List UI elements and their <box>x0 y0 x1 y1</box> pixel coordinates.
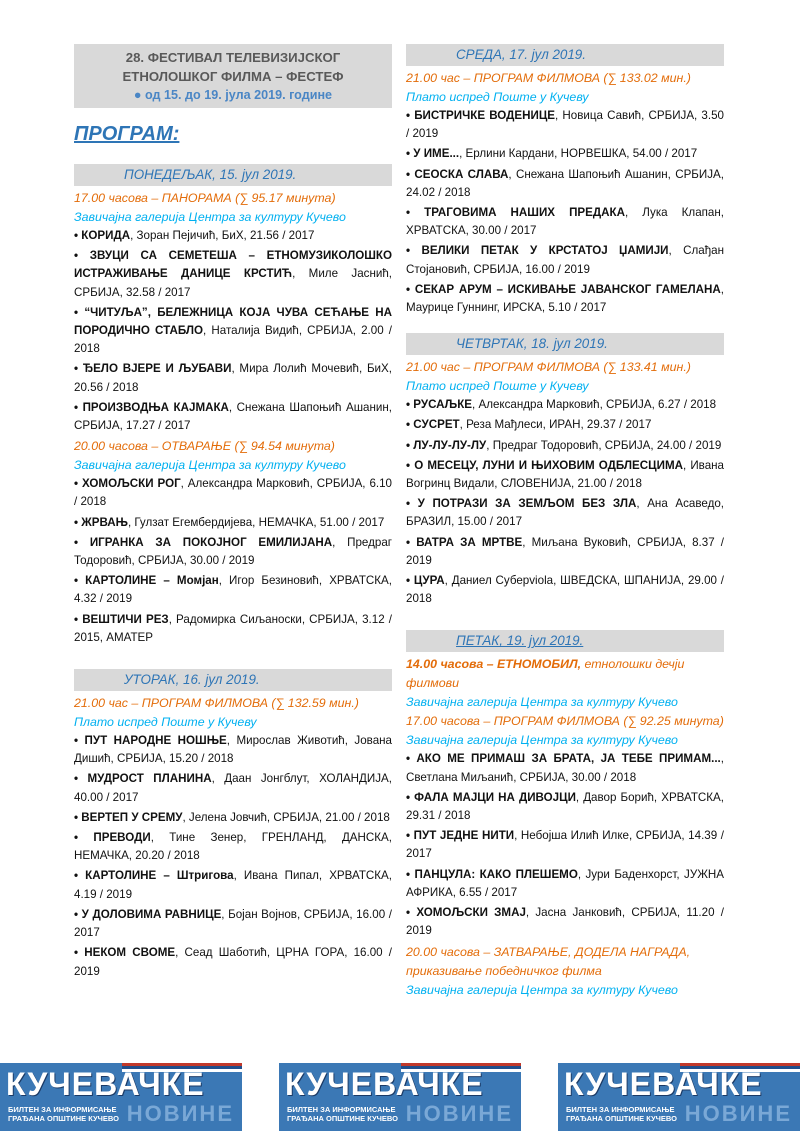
film-item <box>406 866 724 902</box>
film-title: КАРТОЛИНЕ – Момјан <box>85 574 219 588</box>
film-details: , Ивана Пипал, ХРВАТСКА, 4.19 / 2019 <box>74 869 393 901</box>
film-title: ВЕРТЕП У СРЕМУ <box>81 810 183 824</box>
film-item <box>74 829 392 865</box>
logo-subtitle-line2: ГРАЂАНА ОПШТИНЕ КУЧЕВО <box>566 1114 677 1123</box>
film-item <box>74 475 392 511</box>
bullet: • <box>406 109 415 122</box>
film-title: ПУТ НАРОДНЕ НОШЊЕ <box>84 734 227 748</box>
film-title: СЕКАР АРУМ – ИСКИВАЊЕ ЈАВАНСКОГ ГАМЕЛАНА <box>414 282 721 296</box>
film-details: , Јури Баденхорст, ЈУЖНА АФРИКА, 6.55 / 2017 <box>406 867 725 899</box>
bullet: • <box>406 282 415 296</box>
session-time <box>406 655 724 693</box>
session-venue: Плато испред Поште у Кучеву <box>406 379 589 394</box>
film-details: , Александра Марковић, СРБИЈА, 6.27 / 2018 <box>472 398 717 412</box>
film-item <box>74 304 392 359</box>
film-item <box>74 732 392 768</box>
film-item <box>406 416 724 434</box>
film-details: , Ана Асаведо, БРАЗИЛ, 15.00 / 2017 <box>406 497 725 529</box>
film-title: КАРТОЛИНЕ – Штригова <box>85 869 234 883</box>
film-item <box>406 145 724 163</box>
film-item <box>74 534 392 570</box>
logo-subtitle <box>8 1105 119 1123</box>
bullet: • <box>74 734 85 748</box>
film-details: , Миљана Вуковић, СРБИЈА, 8.37 / 2019 <box>406 535 724 567</box>
film-details: , Даниел Суберviola, ШВЕДСКА, ШПАНИЈА, 29.00 / 2018 <box>406 574 725 606</box>
session-venue: Завичајна галерија Центра за културу Кучево <box>406 982 678 997</box>
film-details: , Снежана Шапоњић Ашанин, СРБИЈА, 24.02 / 2018 <box>406 167 724 199</box>
film-item <box>406 572 724 608</box>
logo-subtitle-line2: ГРАЂАНА ОПШТИНЕ КУЧЕВО <box>8 1114 119 1123</box>
film-title: СЕОСКА СЛАВА <box>414 167 509 181</box>
logo-subtitle <box>566 1105 677 1123</box>
festival-title-line1: 28. ФЕСТИВАЛ ТЕЛЕВИЗИЈСКОГ <box>125 50 341 65</box>
film-details: , Наталија Видић, СРБИЈА, 2.00 / 2018 <box>74 324 392 356</box>
session-time-main: 14.00 часова – ЕТНОМОБИЛ, <box>406 657 582 672</box>
film-title: ЂЕЛО ВЈЕРЕ И ЉУБАВИ <box>82 362 232 376</box>
film-title: ХОМОЉСКИ ЗМАЈ <box>416 906 526 920</box>
film-details: , Новица Савић, СРБИЈА, 3.50 / 2019 <box>406 109 724 141</box>
film-details: , Предраг Тодоровић, СРБИЈА, 24.00 / 2019 <box>486 438 722 452</box>
bullet: • <box>74 305 85 319</box>
program-heading: ПРОГРАМ: <box>74 123 180 145</box>
bullet: • <box>406 752 417 766</box>
film-details: , Снежана Шапоњић Ашанин, СРБИЈА, 17.27 / 2017 <box>74 400 392 433</box>
logo-subtitle-line1: БИЛТЕН ЗА ИНФОРМИСАЊЕ <box>8 1105 117 1114</box>
bullet: • <box>74 249 90 263</box>
session-time: 17.00 часова – ПАНОРАМА (∑ 95.17 минута) <box>74 191 336 205</box>
film-details: , Ивана Вогринц Видали, СЛОВЕНИЈА, 21.00 / 2018 <box>406 458 725 491</box>
film-list <box>406 750 724 940</box>
bullet: • <box>74 477 82 491</box>
bullet: • <box>406 206 425 220</box>
film-title: “ЧИТУЉА”, БЕЛЕЖНИЦА КОЈА ЧУВА СЕЋАЊЕ НА ПОРОДИЧНО СТАБЛО <box>74 305 392 338</box>
film-title: О МЕСЕЦУ, ЛУНИ И ЊИХОВИМ ОДБЛЕСЦИМА <box>414 458 683 472</box>
bullet: • <box>74 869 86 883</box>
session-time: 17.00 часова – ПРОГРАМ ФИЛМОВА (∑ 92.25 минута) <box>406 714 724 729</box>
logo-title: КУЧЕВАЧКЕ <box>6 1066 205 1102</box>
film-title: ПРОИЗВОДЊА КАЈМАКА <box>82 400 229 414</box>
bullet: • <box>74 831 94 845</box>
festival-dates: ● од 15. до 19. јула 2019. године <box>133 88 333 102</box>
film-details: , Игор Безиновић, ХРВАТСКА, 4.32 / 2019 <box>74 574 392 606</box>
day-header-friday: ПЕТАК, 19. јул 2019. <box>406 630 724 652</box>
film-title: ТРАГОВИМА НАШИХ ПРЕДАКА <box>424 206 625 220</box>
day-header-wednesday: СРЕДА, 17. јул 2019. <box>406 44 724 66</box>
logo-title: КУЧЕВАЧКЕ <box>285 1066 484 1102</box>
film-details: , Предраг Тодоровић, СРБИЈА, 30.00 / 2019 <box>74 535 393 568</box>
session-venue: Завичајна галерија Центра за културу Кучево <box>406 733 678 748</box>
film-details: , Мирослав Животић, Јована Дишић, СРБИЈА, 15.20 / 2018 <box>74 734 393 766</box>
bullet: • <box>406 497 418 511</box>
newspaper-logo <box>0 1063 242 1131</box>
film-title: СУСРЕТ <box>413 418 460 432</box>
bullet: • <box>74 574 86 588</box>
film-title: МУДРОСТ ПЛАНИНА <box>87 772 212 786</box>
session-time: 21.00 час – ПРОГРАМ ФИЛМОВА (∑ 133.41 мин.) <box>406 360 691 375</box>
bullet: • <box>406 867 415 881</box>
film-details: , Јелена Јовчић, СРБИЈА, 21.00 / 2018 <box>182 810 390 824</box>
bullet: • <box>74 229 82 242</box>
right-column <box>406 44 724 1000</box>
film-item <box>406 242 724 278</box>
film-title: ПУТ ЈЕДНЕ НИТИ <box>413 829 515 843</box>
film-item <box>406 396 724 414</box>
film-details: , Миле Јаснић, СРБИЈА, 32.58 / 2017 <box>74 267 392 299</box>
film-item <box>74 809 392 827</box>
bullet: • <box>406 790 415 804</box>
bullet: • <box>406 438 414 452</box>
logo-subtitle-line1: БИЛТЕН ЗА ИНФОРМИСАЊЕ <box>287 1105 396 1114</box>
film-title: У ДОЛОВИМА РАВНИЦЕ <box>81 907 222 921</box>
bullet: • <box>74 810 82 824</box>
film-item <box>406 789 724 825</box>
film-title: У ИМЕ... <box>413 147 460 161</box>
film-title: АКО МЕ ПРИМАШ ЗА БРАТА, ЈА ТЕБЕ ПРИМАМ... <box>416 752 721 766</box>
bullet: • <box>74 946 85 960</box>
bullet: • <box>74 515 82 529</box>
film-details: , Небојша Илић Илке, СРБИЈА, 14.39 / 2017 <box>406 829 724 861</box>
bullet: • <box>74 772 88 786</box>
logo-subtitle-line1: БИЛТЕН ЗА ИНФОРМИСАЊЕ <box>566 1105 675 1114</box>
film-item <box>74 514 392 532</box>
logo-novine: НОВИНЕ <box>684 1101 792 1126</box>
film-title: ВЕШТИЧИ РЕЗ <box>82 612 169 626</box>
film-item <box>74 611 392 647</box>
film-item <box>406 166 724 202</box>
session-venue: Завичајна галерија Центра за културу Кучево <box>74 210 346 224</box>
film-item <box>74 867 392 903</box>
film-title: РУСАЉКЕ <box>413 398 473 412</box>
session-venue: Завичајна галерија Центра за културу Кучево <box>74 458 346 473</box>
film-item <box>74 227 392 245</box>
film-title: ФАЛА МАЈЦИ НА ДИВОЈЦИ <box>414 790 576 804</box>
film-title: ПАНЦУЛА: КАКО ПЛЕШЕМО <box>414 867 578 881</box>
bullet: • <box>406 574 414 588</box>
bullet: • <box>406 535 417 549</box>
session-time-desc: етнолошки дечји филмови <box>406 657 685 691</box>
film-title: ИГРАНКА ЗА ПОКОЈНОГ ЕМИЛИЈАНА <box>89 535 333 549</box>
film-item <box>406 457 724 493</box>
festival-title-line2: ЕТНОЛОШКОГ ФИЛМА – ФЕСТЕФ <box>122 69 344 84</box>
day-header-thursday: ЧЕТВРТАК, 18. јул 2019. <box>406 333 724 355</box>
film-item <box>74 906 392 942</box>
film-details: , Тине Зенер, ГРЕНЛАНД, ДАНСКА, НЕМАЧКА, 20.20 / 2018 <box>74 831 392 863</box>
film-details: , Маурице Гуннинг, ИРСКА, 5.10 / 2017 <box>406 282 724 315</box>
film-list <box>74 227 392 435</box>
film-details: , Јасна Јанковић, СРБИЈА, 11.20 / 2019 <box>406 906 724 938</box>
film-title: ЦУРА <box>413 574 445 588</box>
film-title: ВЕЛИКИ ПЕТАК У КРСТАТОЈ ЏАМИЈИ <box>421 244 669 258</box>
film-title: ЖРВАЊ <box>81 515 128 529</box>
bullet: • <box>406 458 415 472</box>
newspaper-logo <box>558 1063 800 1131</box>
film-title: ВАТРА ЗА МРТВЕ <box>416 535 523 549</box>
film-item <box>406 437 724 455</box>
film-item <box>406 495 724 531</box>
bullet: • <box>406 906 417 920</box>
film-title: НЕКОМ СВОМЕ <box>84 946 176 960</box>
film-title: БИСТРИЧКЕ ВОДЕНИЦЕ <box>414 109 556 122</box>
film-title: КОРИДА <box>81 229 131 242</box>
session-venue: Плато испред Поште у Кучеву <box>406 90 589 104</box>
film-details: , Реза Мађлеси, ИРАН, 29.37 / 2017 <box>459 418 652 432</box>
film-list <box>74 475 392 647</box>
session-time: 21.00 час – ПРОГРАМ ФИЛМОВА (∑ 132.59 мин.) <box>74 696 359 711</box>
film-details: , Даан Јонгблут, ХОЛАНДИЈА, 40.00 / 2017 <box>74 772 392 804</box>
film-details: , Светлана Миљанић, СРБИЈА, 30.00 / 2018 <box>406 752 724 784</box>
bullet: • <box>406 398 414 412</box>
film-details: , Гулзат Егембердијева, НЕМАЧКА, 51.00 / 2017 <box>127 515 385 529</box>
logo-novine: НОВИНЕ <box>126 1101 234 1126</box>
film-item <box>406 281 724 317</box>
bullet: • <box>406 829 414 843</box>
festival-title-box <box>74 44 392 108</box>
logo-novine: НОВИНЕ <box>405 1101 513 1126</box>
newspaper-logo <box>279 1063 521 1131</box>
film-details: , Давор Борић, ХРВАТСКА, 29.31 / 2018 <box>406 790 725 823</box>
film-title: ЛУ-ЛУ-ЛУ-ЛУ <box>413 438 487 452</box>
bullet: • <box>406 244 422 258</box>
session-venue: Завичајна галерија Центра за културу Кучево <box>406 695 678 710</box>
film-list <box>74 732 392 981</box>
film-details: , Зоран Пејичић, БиХ, 21.56 / 2017 <box>130 229 315 242</box>
footer-logos <box>0 1063 800 1131</box>
film-details: , Александра Марковић, СРБИЈА, 6.10 / 2018 <box>74 477 393 509</box>
film-item <box>74 770 392 806</box>
film-item <box>74 399 392 435</box>
bullet: • <box>74 362 83 376</box>
film-item <box>74 572 392 608</box>
bullet: • <box>406 147 414 161</box>
bullet: • <box>74 400 83 414</box>
film-details: , Слађан Стојановић, СРБИЈА, 16.00 / 2019 <box>406 244 725 276</box>
session-time: 21.00 час – ПРОГРАМ ФИЛМОВА (∑ 133.02 мин.) <box>406 71 691 85</box>
day-header-monday: ПОНЕДЕЉАК, 15. јул 2019. <box>74 164 392 186</box>
session-venue: Плато испред Поште у Кучеву <box>74 715 257 730</box>
film-item <box>406 750 724 786</box>
film-item <box>74 247 392 302</box>
film-item <box>406 827 724 863</box>
film-item <box>406 904 724 940</box>
film-details: , Ерлини Кардани, НОРВЕШКА, 54.00 / 2017 <box>459 147 698 161</box>
day-header-tuesday: УТОРАК, 16. јул 2019. <box>74 669 392 691</box>
film-details: , Лука Клапан, ХРВАТСКА, 30.00 / 2017 <box>406 206 724 238</box>
film-details: , Радомирка Сиљаноски, СРБИЈА, 3.12 / 2015, АМАТЕР <box>74 612 392 644</box>
film-item <box>74 360 392 396</box>
logo-title: КУЧЕВАЧКЕ <box>564 1066 763 1102</box>
film-list <box>406 107 724 317</box>
bullet: • <box>74 612 83 626</box>
logo-subtitle <box>287 1105 398 1123</box>
film-details: , Мира Лолић Мочевић, БиХ, 20.56 / 2018 <box>74 362 392 394</box>
bullet: • <box>74 535 90 549</box>
bullet: • <box>406 167 415 181</box>
film-title: У ПОТРАЗИ ЗА ЗЕМЉОМ БЕЗ ЗЛА <box>417 497 637 511</box>
logo-subtitle-line2: ГРАЂАНА ОПШТИНЕ КУЧЕВО <box>287 1114 398 1123</box>
bullet: • <box>406 418 414 432</box>
session-time: 20.00 часова – ОТВАРАЊЕ (∑ 94.54 минута) <box>74 439 335 454</box>
film-item <box>406 107 724 143</box>
film-title: ЗВУЦИ СА СЕМЕТЕША – ЕТНОМУЗИКОЛОШКО ИСТРАЖИВАЊЕ ДАНИЦЕ КРСТИЋ <box>74 249 392 281</box>
film-list <box>406 396 724 608</box>
film-details: , Сеад Шаботић, ЦРНА ГОРА, 16.00 / 2019 <box>74 946 392 978</box>
film-item <box>406 534 724 570</box>
film-title: ПРЕВОДИ <box>93 831 151 845</box>
bullet: • <box>74 907 82 921</box>
film-title: ХОМОЉСКИ РОГ <box>81 477 181 491</box>
left-column <box>74 44 392 983</box>
film-item <box>406 204 724 240</box>
film-item <box>74 944 392 980</box>
film-details: , Бојан Војнов, СРБИЈА, 16.00 / 2017 <box>74 907 392 940</box>
session-time: 20.00 часова – ЗАТВАРАЊЕ, ДОДЕЛА НАГРАДА, приказивање победничког филма <box>406 944 691 978</box>
